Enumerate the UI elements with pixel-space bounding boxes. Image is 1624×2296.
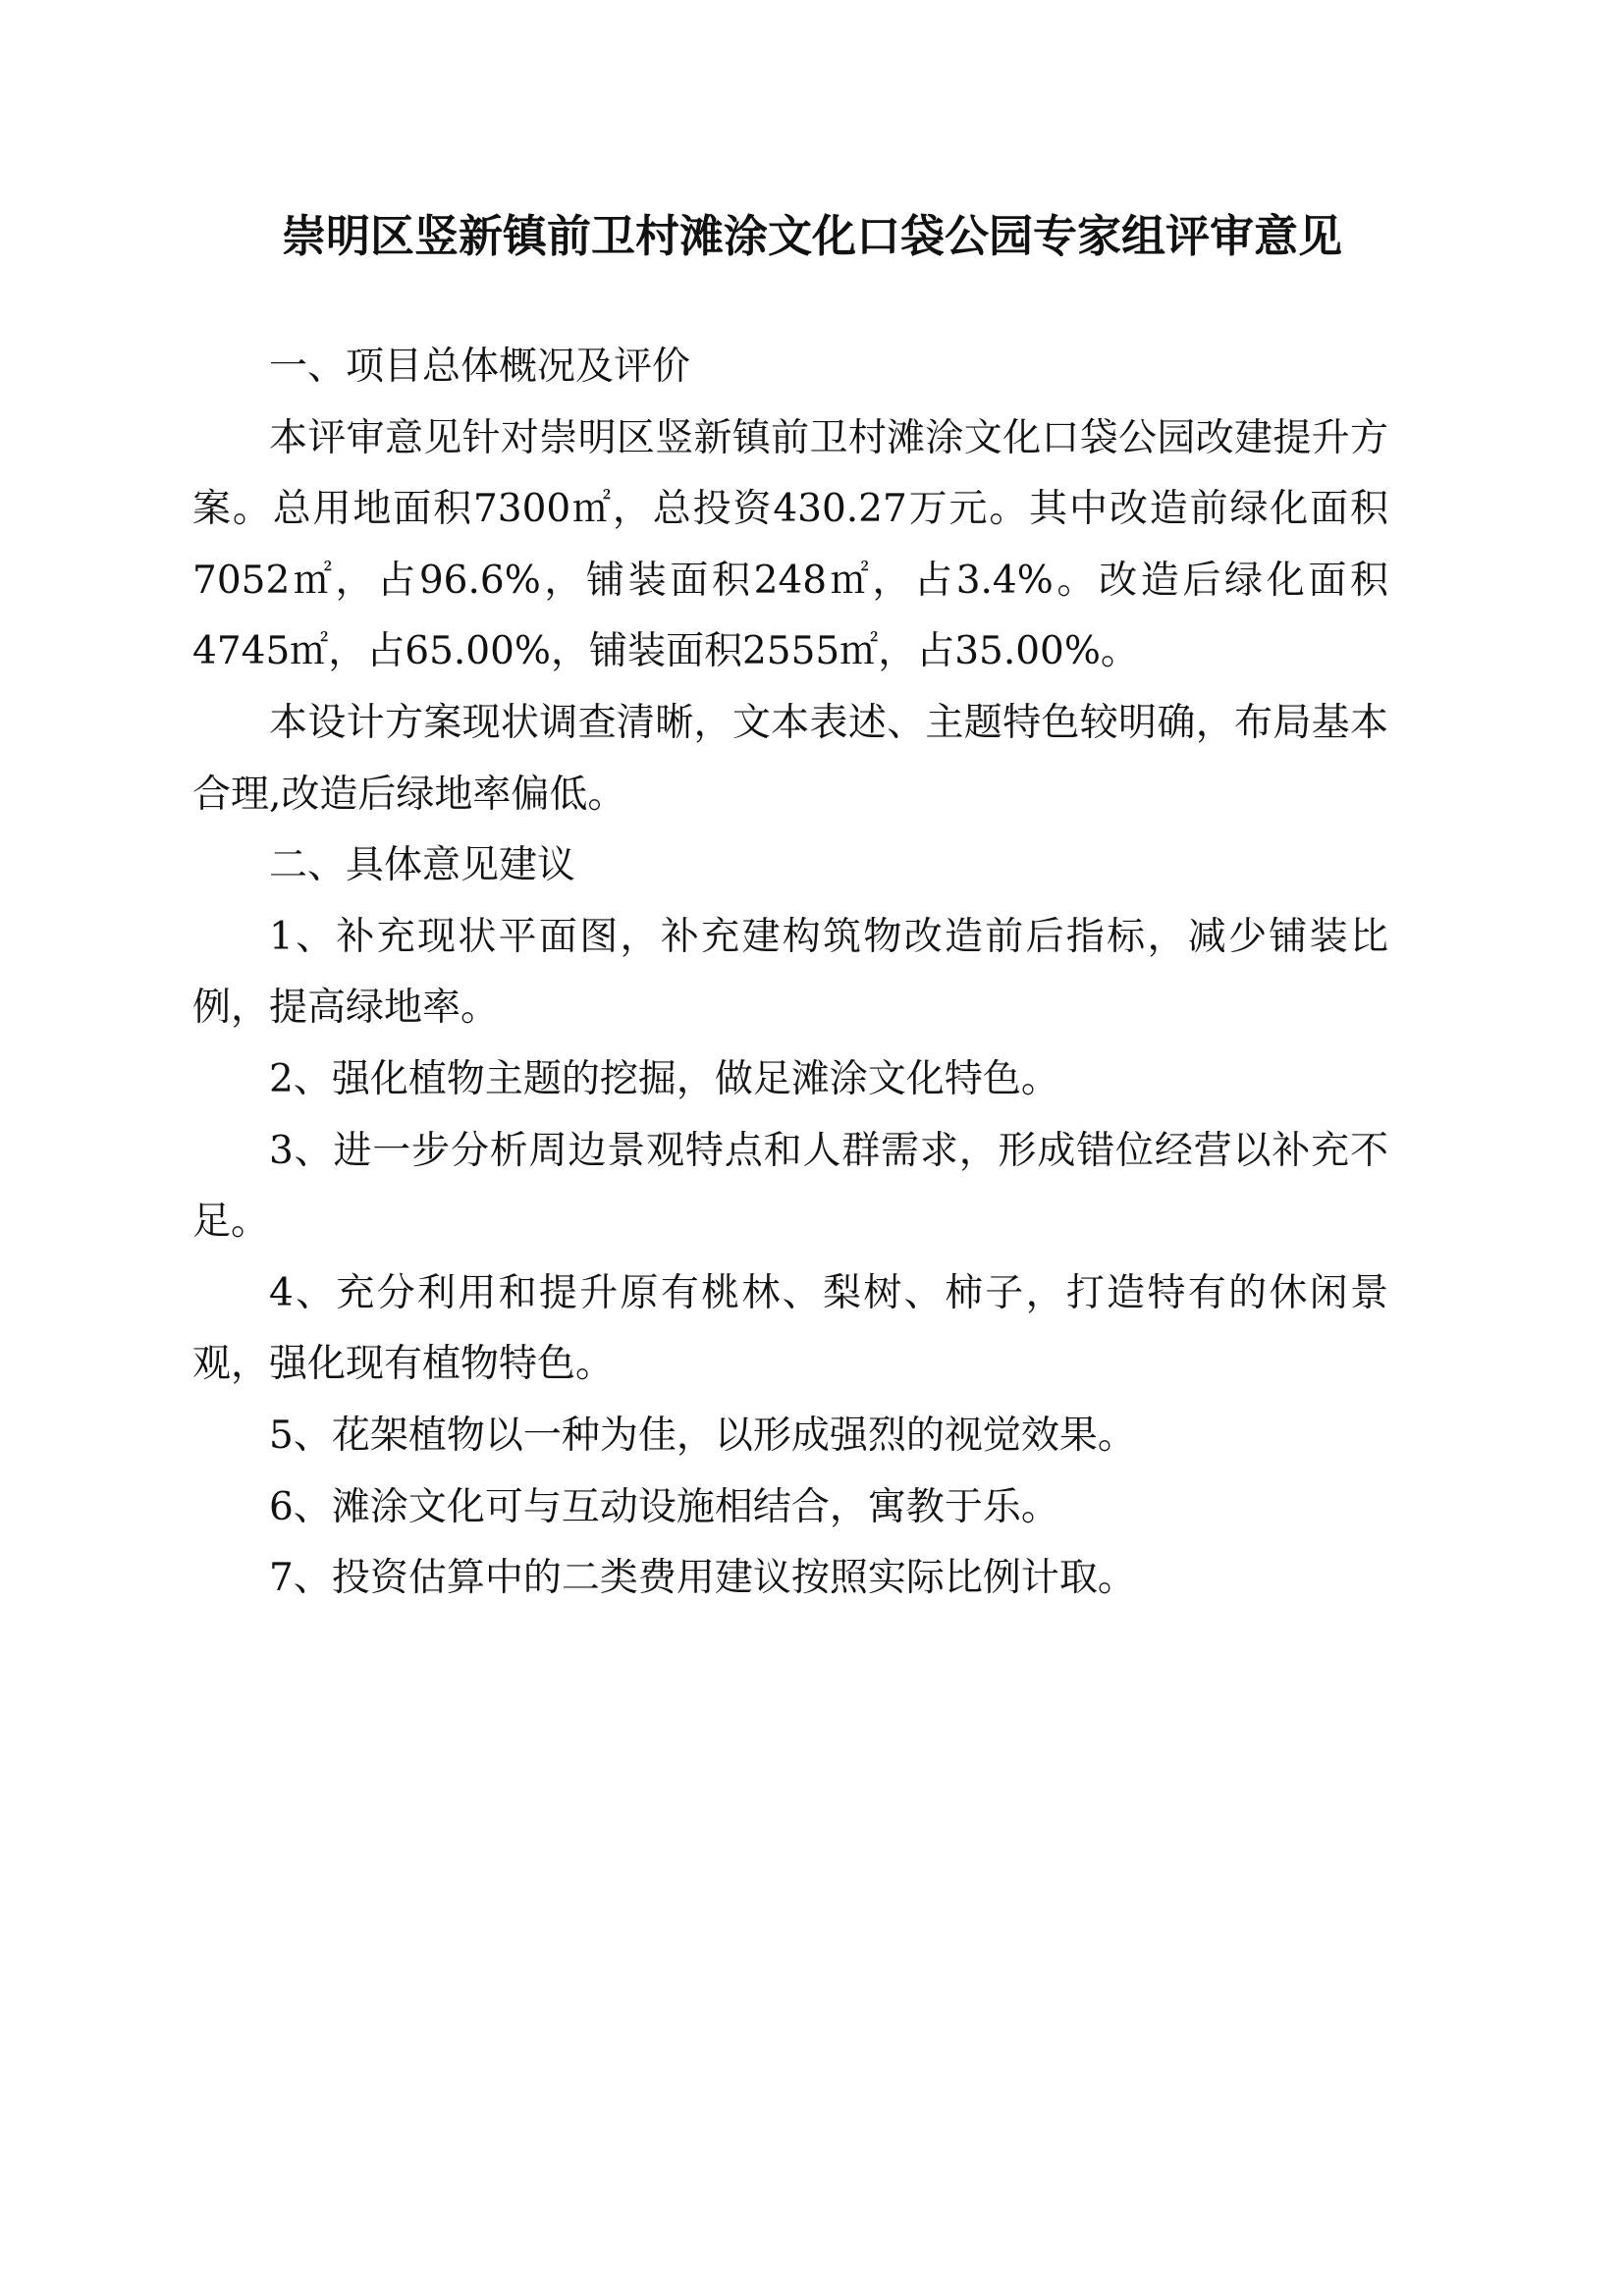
suggestion-item: 1、补充现状平面图，补充建构筑物改造前后指标，减少铺装比例，提高绿地率。 (192, 914, 1388, 1031)
document-body (192, 332, 1388, 1615)
suggestion-item: 2、强化植物主题的挖掘，做足滩涂文化特色。 (269, 1056, 1059, 1101)
suggestion-item: 4、充分利用和提升原有桃林、梨树、柿子，打造特有的休闲景观，强化现有植物特色。 (192, 1270, 1388, 1387)
evaluation-paragraph: 本设计方案现状调查清晰，文本表述、主题特色较明确，布局基本合理,改造后绿地率偏低。 (192, 700, 1388, 817)
document-title: 崇明区竖新镇前卫村滩涂文化口袋公园专家组评审意见 (281, 210, 1342, 262)
overview-paragraph: 本评审意见针对崇明区竖新镇前卫村滩涂文化口袋公园改建提升方案。总用地面积7300㎡，总投资430.27万元。其中改造前绿化面积7052㎡，占96.6%，铺装面积248㎡，占3.4%。改造后绿化面积 4745㎡，占65.00%，铺装面积2555㎡，占35.00%。 (192, 415, 1388, 674)
section-heading: 二、具体意见建议 (269, 843, 576, 888)
suggestion-item: 3、进一步分析周边景观特点和人群需求，形成错位经营以补充不足。 (192, 1128, 1388, 1245)
suggestion-item: 7、投资估算中的二类费用建议按照实际比例计取。 (269, 1556, 1136, 1601)
suggestion-item: 5、花架植物以一种为佳，以形成强烈的视觉效果。 (269, 1413, 1136, 1458)
section-heading: 一、项目总体概况及评价 (269, 345, 691, 389)
suggestion-item: 6、滩涂文化可与互动设施相结合，寓教于乐。 (269, 1484, 1059, 1529)
